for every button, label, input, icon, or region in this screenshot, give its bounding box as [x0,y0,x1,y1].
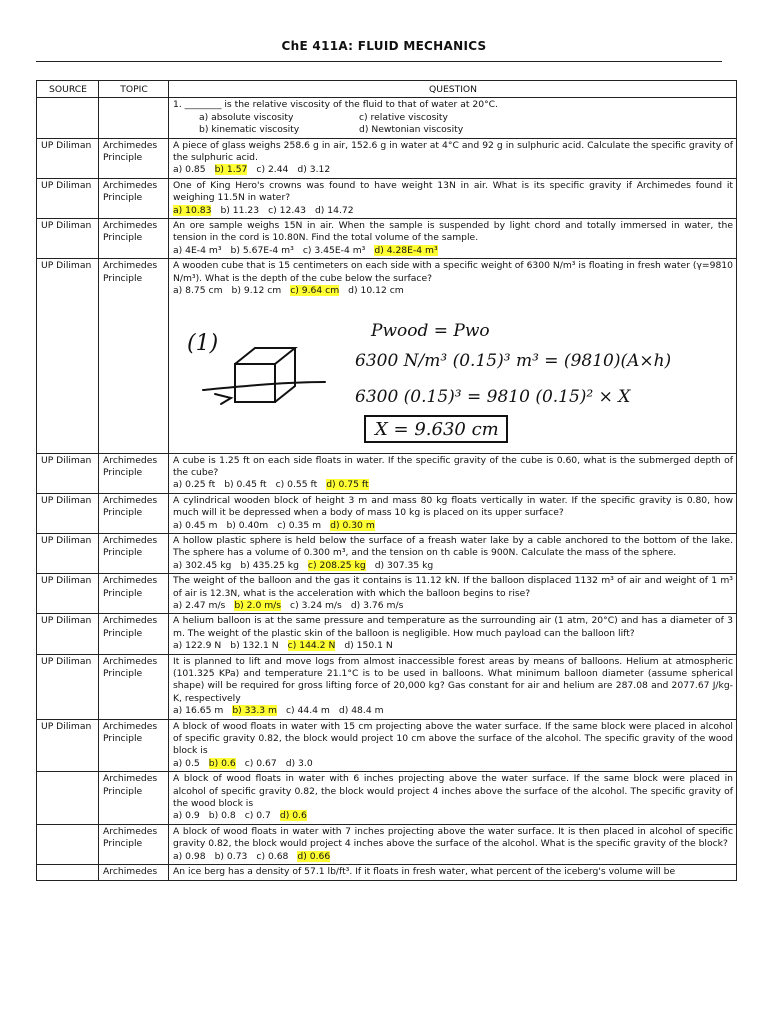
choice-item: b) 5.67E-4 m³ [230,244,294,256]
choice-item: d) 307.35 kg [374,559,434,571]
correct-answer-highlight: a) 10.83 [173,204,212,216]
table-row [37,98,737,138]
answer-choices [173,205,733,217]
table-row [37,574,737,614]
handwritten-solution-sketch [175,302,715,452]
sketch-result: X = 9.630 cm [375,418,499,440]
table-row [37,219,737,259]
choice-item: d) 3.0 [285,757,313,769]
question-rows [37,98,737,880]
choice-item: c) 12.43 [268,204,306,216]
choice-item: c) 0.68 [256,850,289,862]
option-item: a) absolute viscosity [199,111,294,123]
cube-top-side [235,348,295,402]
choice-item: a) 4E-4 m³ [173,244,222,256]
header-source: SOURCE [37,81,99,98]
sketch-equation-2: 6300 N/m³ (0.15)³ m³ = (9810)(A×h) [355,350,672,371]
choice-item: a) 302.45 kg [173,559,232,571]
topic-cell: Archimedes Principle [99,772,169,825]
choice-item: d) 48.4 m [338,705,384,717]
choice-item: a) 8.75 cm [173,285,223,297]
topic-cell: Archimedes Principle [99,493,169,533]
choice-item: a) 0.9 [173,810,200,822]
table-row [37,614,737,654]
question-text: 1. ________ is the relative viscosity of the fluid to that of water at 20°C. [173,99,498,111]
table-row [37,654,737,719]
choice-item: b) 11.23 [220,204,260,216]
question-table [36,80,737,881]
question-cell [169,719,737,772]
topic-cell: Archimedes Principle [99,259,169,453]
answer-choices [173,851,733,863]
source-cell [37,824,99,864]
source-cell: UP Diliman [37,219,99,259]
answer-choices [173,164,733,176]
topic-cell: Archimedes Principle [99,533,169,573]
correct-answer-highlight: d) 0.6 [279,810,307,822]
table-row [37,453,737,493]
source-cell: UP Diliman [37,719,99,772]
table-row [37,719,737,772]
question-text: An ice berg has a density of 57.1 lb/ft³. If it floats in fresh water, what percent of the iceberg's volume will be [173,866,676,878]
table-row [37,824,737,864]
question-cell [169,614,737,654]
topic-cell: Archimedes Principle [99,614,169,654]
choice-item: a) 0.85 [173,164,206,176]
choice-item: d) 150.1 N [344,640,393,652]
correct-answer-highlight: c) 208.25 kg [307,559,366,571]
question-text: A hollow plastic sphere is held below the surface of a freash water lake by a cable anchored to the bottom of the lake. The sphere has a volume of 0.300 m³, and the tension on th cable is 900N. Calculate the mass of the sphere. [173,534,733,559]
correct-answer-highlight: c) 9.64 cm [290,285,340,297]
question-text: A block of wood floats in water with 6 inches projecting above the water surface. If the same block were placed in alcohol of specific gravity 0.82, the block would project 4 inches above the surface of the alcohol. The specific gravity of the wood block is [173,773,733,810]
choice-item: b) 132.1 N [230,640,279,652]
question-cell [169,493,737,533]
answer-choices [173,600,733,612]
choice-item: a) 0.98 [173,850,206,862]
sketch-equation-1: Pwood = Pwo [371,320,490,341]
topic-cell: Archimedes Principle [99,719,169,772]
topic-cell: Archimedes Principle [99,453,169,493]
choice-item: b) 0.40m [226,519,269,531]
question-cell [169,178,737,218]
title-divider [36,61,722,62]
question-cell [169,138,737,178]
choice-item: b) 0.45 ft [224,479,267,491]
cube-front-face [235,364,275,402]
table-row [37,533,737,573]
header-question: QUESTION [169,81,737,98]
choice-item: a) 0.5 [173,757,200,769]
choice-item: c) 44.4 m [285,705,330,717]
topic-cell: Archimedes Principle [99,824,169,864]
topic-cell: Archimedes [99,865,169,880]
answer-choices [173,810,733,822]
choice-item: c) 0.7 [244,810,271,822]
correct-answer-highlight: b) 33.3 m [232,705,277,717]
answer-choices [173,705,733,717]
question-text: One of King Hero's crowns was found to have weight 13N in air. What is its specific gravity if Archimedes found it weighing 11.5N in water? [173,179,733,204]
topic-cell [99,98,169,138]
choice-item: b) 0.73 [214,850,248,862]
question-cell [169,772,737,825]
table-row [37,259,737,453]
correct-answer-highlight: b) 0.6 [208,757,236,769]
table-row [37,772,737,825]
question-text: A block of wood floats in water with 15 cm projecting above the water surface. If the same block were placed in alcohol of specific gravity 0.82, the block would project 10 cm above the surface of the alcohol. The specific gravity of the wood block is [173,720,733,757]
water-line [203,382,325,390]
choice-item: c) 0.67 [244,757,277,769]
question-text: An ore sample weighs 15N in air. When the sample is suspended by light chord and totally immersed in water, the tension in the cord is 10.80N. Find the total volume of the sample. [173,220,733,244]
correct-answer-highlight: d) 0.75 ft [326,479,369,491]
correct-answer-highlight: c) 144.2 N [287,640,336,652]
answer-choices [173,285,733,297]
answer-choices [173,479,733,491]
choice-item: a) 0.45 m [173,519,218,531]
choice-item: b) 0.8 [208,810,236,822]
table-row [37,178,737,218]
options-grid [173,112,733,137]
source-cell: UP Diliman [37,654,99,719]
question-cell [169,865,737,880]
correct-answer-highlight: d) 0.66 [297,850,331,862]
topic-cell: Archimedes Principle [99,178,169,218]
source-cell: UP Diliman [37,533,99,573]
source-cell: UP Diliman [37,614,99,654]
question-cell [169,453,737,493]
topic-cell: Archimedes Principle [99,219,169,259]
choice-item: b) 9.12 cm [231,285,282,297]
source-cell: UP Diliman [37,138,99,178]
source-cell: UP Diliman [37,453,99,493]
source-cell: UP Diliman [37,493,99,533]
question-cell [169,533,737,573]
depth-arrow [215,394,231,404]
choice-item: d) 14.72 [314,204,354,216]
question-text: A cylindrical wooden block of height 3 m and mass 80 kg floats vertically in water. If the specific gravity is 0.80, how much will it be depressed when a body of mass 10 kg is placed on its upper surface? [173,494,733,519]
correct-answer-highlight: d) 4.28E-4 m³ [374,244,438,256]
page-title: ChE 411A: FLUID MECHANICS [281,39,487,53]
choice-item: b) 435.25 kg [240,559,299,571]
topic-cell: Archimedes Principle [99,138,169,178]
question-cell [169,219,737,259]
choice-item: c) 0.35 m [277,519,322,531]
question-text: A piece of glass weighs 258.6 g in air, 152.6 g in water at 4°C and 92 g in sulphuric acid. Calculate the specific gravity of the sulphuric acid. [173,139,733,164]
question-text: The weight of the balloon and the gas it contains is 11.12 kN. If the balloon displaced 1132 m³ of air and weight of 1 m³ of air is 12.3N, what is the acceleration with which the balloon begins to rise? [173,575,733,599]
choice-item: c) 3.24 m/s [290,599,342,611]
correct-answer-highlight: d) 0.30 m [330,519,375,531]
choice-item: d) 3.12 [297,164,331,176]
question-cell [169,259,737,453]
option-item: b) kinematic viscosity [199,124,300,136]
sketch-equation-3: 6300 (0.15)³ = 9810 (0.15)² × X [355,386,631,407]
question-text: A helium balloon is at the same pressure and temperature as the surrounding air (1 atm, 20°C) and has a diameter of 3 m. The weight of the plastic skin of the balloon is negligible. How much payload can the balloon lift? [173,615,733,639]
source-cell: UP Diliman [37,574,99,614]
header-topic: TOPIC [99,81,169,98]
table-row [37,865,737,880]
sketch-label-number: (1) [187,330,219,356]
answer-choices [173,560,733,572]
question-cell [169,574,737,614]
option-item: d) Newtonian viscosity [359,124,464,136]
answer-choices [173,640,733,652]
table-row [37,493,737,533]
question-cell [169,824,737,864]
correct-answer-highlight: b) 1.57 [214,164,248,176]
source-cell: UP Diliman [37,259,99,453]
source-cell [37,772,99,825]
question-text: A wooden cube that is 15 centimeters on each side with a specific weight of 6300 N/m³ is floating in fresh water (γ=9810 N/m³). What is the depth of the cube below the surface? [173,260,733,284]
choice-item: c) 2.44 [256,164,289,176]
table-header-row [37,81,737,98]
correct-answer-highlight: b) 2.0 m/s [234,599,282,611]
answer-choices [173,758,733,770]
choice-item: a) 0.25 ft [173,479,216,491]
question-text: A block of wood floats in water with 7 inches projecting above the water surface. It is then placed in alcohol of specific gravity 0.82, the block would project 4 inches above the surface of the alcohol. What is the specific gravity of the block? [173,825,733,850]
table-row [37,138,737,178]
question-cell [169,98,737,138]
topic-cell: Archimedes Principle [99,654,169,719]
source-cell [37,98,99,138]
choice-item: a) 122.9 N [173,640,222,652]
question-cell [169,654,737,719]
source-cell: UP Diliman [37,178,99,218]
choice-item: d) 10.12 cm [348,285,404,297]
source-cell [37,865,99,880]
choice-item: c) 3.45E-4 m³ [302,244,366,256]
choice-item: a) 2.47 m/s [173,599,226,611]
question-text: It is planned to lift and move logs from almost inaccessible forest areas by means of balloons. Helium at atmospheric (101.325 KPa) and temperature 21.1°C is to be used in balloons. What minimum balloon diameter (assume spherical shape) will be required for gross lifting force of 20,000 kg? Gas constant for air and helium are 287.08 and 2077.67 J/kg-K, respectively [173,655,733,704]
topic-cell: Archimedes Principle [99,574,169,614]
choice-item: c) 0.55 ft [275,479,318,491]
answer-choices [173,520,733,532]
option-item: c) relative viscosity [359,111,448,123]
choice-item: a) 16.65 m [173,705,224,717]
choice-item: d) 3.76 m/s [350,599,404,611]
answer-choices [173,245,733,257]
question-text: A cube is 1.25 ft on each side floats in water. If the specific gravity of the cube is 0.60, what is the submerged depth of the cube? [173,454,733,478]
